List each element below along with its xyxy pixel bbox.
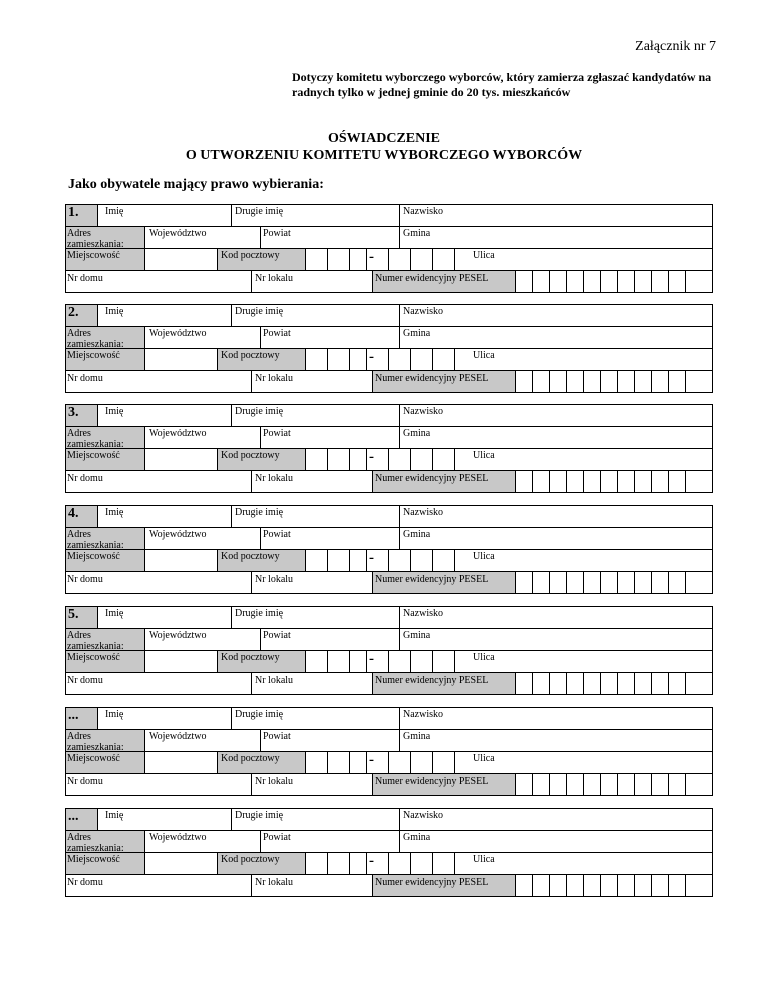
house-number-field[interactable]	[110, 875, 250, 895]
second-name-field[interactable]	[290, 809, 398, 829]
rule-line	[65, 304, 66, 393]
voter-entry	[65, 505, 713, 594]
rule-line	[97, 606, 98, 628]
rule-line	[97, 505, 98, 527]
address-label: Adres zamieszkania:	[67, 328, 124, 350]
second-name-field[interactable]	[290, 607, 398, 627]
rule-line	[372, 370, 373, 393]
first-name-label: Imię	[105, 709, 124, 720]
first-name-field[interactable]	[145, 809, 230, 829]
document-title	[0, 130, 768, 164]
rule-line	[454, 549, 455, 571]
voivodeship-field[interactable]	[215, 427, 259, 447]
rule-line	[260, 830, 261, 852]
first-name-label: Imię	[105, 507, 124, 518]
street-field[interactable]	[505, 550, 710, 570]
pesel-label: Numer ewidencyjny PESEL	[375, 675, 489, 686]
apartment-number-label: Nr lokalu	[255, 776, 294, 787]
first-name-label: Imię	[105, 406, 124, 417]
postal-code-label: Kod pocztowy	[221, 854, 280, 865]
address-label: Adres zamieszkania:	[67, 428, 124, 450]
rule-line	[399, 404, 400, 426]
postal-code-label: Kod pocztowy	[221, 450, 280, 461]
rule-line	[231, 707, 232, 729]
street-label: Ulica	[473, 854, 495, 865]
postal-code-field[interactable]	[306, 853, 454, 873]
house-number-label: Nr domu	[67, 273, 103, 284]
rule-line	[454, 650, 455, 672]
commune-label: Gmina	[403, 832, 431, 843]
entry-number: 2.	[68, 305, 79, 320]
county-field[interactable]	[305, 528, 398, 548]
apartment-number-field[interactable]	[305, 774, 371, 794]
apartment-number-field[interactable]	[305, 271, 371, 291]
house-number-field[interactable]	[110, 471, 250, 491]
rule-line	[97, 304, 98, 326]
pesel-label: Numer ewidencyjny PESEL	[375, 776, 489, 787]
rule-line	[144, 527, 145, 571]
rule-line	[399, 808, 400, 830]
last-name-field[interactable]	[455, 607, 710, 627]
rule-line	[231, 404, 232, 426]
last-name-field[interactable]	[455, 506, 710, 526]
last-name-field[interactable]	[455, 405, 710, 425]
locality-label: Miejscowość	[67, 350, 120, 361]
first-name-field[interactable]	[145, 708, 230, 728]
second-name-field[interactable]	[290, 506, 398, 526]
street-label: Ulica	[473, 551, 495, 562]
pesel-label: Numer ewidencyjny PESEL	[375, 373, 489, 384]
second-name-label: Drugie imię	[235, 608, 284, 619]
postal-code-field[interactable]	[306, 550, 454, 570]
entry-number: 4.	[68, 506, 79, 521]
house-number-label: Nr domu	[67, 473, 103, 484]
postal-code-dash: -	[369, 449, 374, 465]
rule-line	[65, 707, 66, 796]
house-number-label: Nr domu	[67, 373, 103, 384]
pesel-label: Numer ewidencyjny PESEL	[375, 574, 489, 585]
rule-line	[260, 527, 261, 549]
postal-code-field[interactable]	[306, 449, 454, 469]
concerns-note: Dotyczy komitetu wyborczego wyborców, który zamierza zgłaszać kandydatów na radnych tylko w jednej gminie do 20 tys. mieszkańców	[292, 70, 712, 99]
pesel-label: Numer ewidencyjny PESEL	[375, 273, 489, 284]
street-label: Ulica	[473, 652, 495, 663]
pesel-field[interactable]	[516, 774, 711, 794]
pesel-field[interactable]	[516, 875, 711, 895]
apartment-number-label: Nr lokalu	[255, 877, 294, 888]
rule-line	[217, 248, 218, 270]
voter-entry	[65, 707, 713, 796]
rule-line	[399, 304, 400, 326]
rule-line	[399, 729, 400, 751]
street-field[interactable]	[505, 249, 710, 269]
locality-label: Miejscowość	[67, 652, 120, 663]
rule-line	[260, 426, 261, 448]
last-name-label: Nazwisko	[403, 608, 443, 619]
first-name-label: Imię	[105, 206, 124, 217]
voivodeship-field[interactable]	[215, 528, 259, 548]
last-name-field[interactable]	[455, 708, 710, 728]
attachment-number: Załącznik nr 7	[635, 39, 716, 54]
house-number-label: Nr domu	[67, 776, 103, 787]
rule-line	[399, 830, 400, 852]
county-field[interactable]	[305, 427, 398, 447]
rule-line	[65, 204, 66, 293]
postal-code-dash: -	[369, 651, 374, 667]
title-line-1: OŚWIADCZENIE	[327, 131, 441, 146]
county-label: Powiat	[263, 832, 291, 843]
rule-line	[454, 751, 455, 773]
rule-line	[399, 505, 400, 527]
locality-label: Miejscowość	[67, 753, 120, 764]
postal-code-dash: -	[369, 752, 374, 768]
postal-code-label: Kod pocztowy	[221, 753, 280, 764]
county-field[interactable]	[305, 730, 398, 750]
second-name-label: Drugie imię	[235, 406, 284, 417]
house-number-field[interactable]	[110, 774, 250, 794]
last-name-label: Nazwisko	[403, 507, 443, 518]
rule-line	[65, 795, 713, 796]
pesel-label: Numer ewidencyjny PESEL	[375, 473, 489, 484]
last-name-field[interactable]	[455, 305, 710, 325]
voivodeship-field[interactable]	[215, 831, 259, 851]
locality-label: Miejscowość	[67, 450, 120, 461]
voivodeship-label: Województwo	[149, 328, 207, 339]
entry-number: 5.	[68, 607, 79, 622]
first-name-label: Imię	[105, 810, 124, 821]
rule-line	[399, 527, 400, 549]
rule-line	[97, 204, 98, 226]
second-name-field[interactable]	[290, 205, 398, 225]
rule-line	[251, 270, 252, 293]
postal-code-field[interactable]	[306, 249, 454, 269]
house-number-label: Nr domu	[67, 574, 103, 585]
county-label: Powiat	[263, 428, 291, 439]
first-name-field[interactable]	[145, 405, 230, 425]
voivodeship-field[interactable]	[215, 227, 259, 247]
rule-line	[454, 348, 455, 370]
address-label: Adres zamieszkania:	[67, 529, 124, 551]
rule-line	[260, 729, 261, 751]
rule-line	[372, 270, 373, 293]
rule-line	[712, 304, 713, 393]
rule-line	[217, 549, 218, 571]
first-name-field[interactable]	[145, 506, 230, 526]
rule-line	[231, 808, 232, 830]
voter-entry	[65, 808, 713, 897]
pesel-field[interactable]	[516, 673, 711, 693]
voivodeship-label: Województwo	[149, 529, 207, 540]
house-number-field[interactable]	[110, 673, 250, 693]
apartment-number-field[interactable]	[305, 572, 371, 592]
postal-code-dash: -	[369, 249, 374, 265]
commune-label: Gmina	[403, 328, 431, 339]
commune-field[interactable]	[435, 629, 710, 649]
county-label: Powiat	[263, 529, 291, 540]
second-name-label: Drugie imię	[235, 810, 284, 821]
rule-line	[712, 505, 713, 594]
apartment-number-label: Nr lokalu	[255, 574, 294, 585]
second-name-label: Drugie imię	[235, 206, 284, 217]
voivodeship-field[interactable]	[215, 730, 259, 750]
postal-code-label: Kod pocztowy	[221, 551, 280, 562]
rule-line	[144, 426, 145, 470]
rule-line	[231, 606, 232, 628]
house-number-field[interactable]	[110, 572, 250, 592]
second-name-field[interactable]	[290, 405, 398, 425]
commune-field[interactable]	[435, 227, 710, 247]
voter-entry	[65, 204, 713, 293]
voivodeship-field[interactable]	[215, 629, 259, 649]
rule-line	[251, 571, 252, 594]
entry-number: ...	[68, 809, 79, 824]
apartment-number-label: Nr lokalu	[255, 273, 294, 284]
rule-line	[251, 470, 252, 493]
rule-line	[251, 773, 252, 796]
apartment-number-field[interactable]	[305, 875, 371, 895]
rule-line	[65, 694, 713, 695]
rule-line	[712, 404, 713, 493]
voivodeship-label: Województwo	[149, 228, 207, 239]
rule-line	[399, 326, 400, 348]
postal-code-dash: -	[369, 550, 374, 566]
apartment-number-field[interactable]	[305, 673, 371, 693]
rule-line	[231, 505, 232, 527]
address-label: Adres zamieszkania:	[67, 731, 124, 753]
postal-code-label: Kod pocztowy	[221, 652, 280, 663]
first-name-field[interactable]	[145, 305, 230, 325]
rule-line	[217, 448, 218, 470]
first-name-label: Imię	[105, 608, 124, 619]
rule-line	[97, 808, 98, 830]
last-name-label: Nazwisko	[403, 306, 443, 317]
rule-line	[399, 628, 400, 650]
rule-line	[217, 751, 218, 773]
rule-line	[372, 571, 373, 594]
rule-line	[712, 204, 713, 293]
rule-line	[65, 808, 66, 897]
commune-label: Gmina	[403, 228, 431, 239]
street-field[interactable]	[505, 449, 710, 469]
commune-field[interactable]	[435, 730, 710, 750]
pesel-field[interactable]	[516, 371, 711, 391]
commune-field[interactable]	[435, 427, 710, 447]
street-field[interactable]	[505, 349, 710, 369]
rule-line	[65, 292, 713, 293]
rule-line	[217, 348, 218, 370]
rule-line	[454, 448, 455, 470]
street-label: Ulica	[473, 450, 495, 461]
rule-line	[65, 505, 66, 594]
rule-line	[251, 370, 252, 393]
commune-label: Gmina	[403, 731, 431, 742]
rule-line	[231, 304, 232, 326]
rule-line	[97, 707, 98, 729]
voivodeship-label: Województwo	[149, 832, 207, 843]
rule-line	[712, 606, 713, 695]
second-name-label: Drugie imię	[235, 306, 284, 317]
county-field[interactable]	[305, 831, 398, 851]
commune-field[interactable]	[435, 327, 710, 347]
commune-field[interactable]	[435, 831, 710, 851]
county-field[interactable]	[305, 327, 398, 347]
pesel-label: Numer ewidencyjny PESEL	[375, 877, 489, 888]
rule-line	[97, 404, 98, 426]
postal-code-label: Kod pocztowy	[221, 250, 280, 261]
rule-line	[399, 606, 400, 628]
rule-line	[144, 830, 145, 874]
rule-line	[251, 874, 252, 897]
first-name-field[interactable]	[145, 607, 230, 627]
last-name-label: Nazwisko	[403, 810, 443, 821]
rule-line	[454, 248, 455, 270]
second-name-field[interactable]	[290, 708, 398, 728]
house-number-field[interactable]	[110, 371, 250, 391]
last-name-label: Nazwisko	[403, 406, 443, 417]
street-field[interactable]	[505, 853, 710, 873]
rule-line	[65, 492, 713, 493]
second-name-label: Drugie imię	[235, 709, 284, 720]
rule-line	[144, 729, 145, 773]
apartment-number-label: Nr lokalu	[255, 373, 294, 384]
rule-line	[144, 628, 145, 672]
rule-line	[144, 226, 145, 270]
voivodeship-label: Województwo	[149, 428, 207, 439]
locality-label: Miejscowość	[67, 854, 120, 865]
first-name-field[interactable]	[145, 205, 230, 225]
entry-number: ...	[68, 708, 79, 723]
street-label: Ulica	[473, 753, 495, 764]
postal-code-dash: -	[369, 349, 374, 365]
postal-code-label: Kod pocztowy	[221, 350, 280, 361]
rule-line	[372, 773, 373, 796]
entry-number: 1.	[68, 205, 79, 220]
last-name-field[interactable]	[455, 809, 710, 829]
commune-label: Gmina	[403, 529, 431, 540]
county-field[interactable]	[305, 629, 398, 649]
county-label: Powiat	[263, 228, 291, 239]
house-number-field[interactable]	[110, 271, 250, 291]
voivodeship-field[interactable]	[215, 327, 259, 347]
apartment-number-label: Nr lokalu	[255, 675, 294, 686]
rule-line	[65, 606, 66, 695]
rule-line	[399, 707, 400, 729]
pesel-field[interactable]	[516, 572, 711, 592]
second-name-label: Drugie imię	[235, 507, 284, 518]
second-name-field[interactable]	[290, 305, 398, 325]
last-name-label: Nazwisko	[403, 709, 443, 720]
street-label: Ulica	[473, 350, 495, 361]
address-label: Adres zamieszkania:	[67, 832, 124, 854]
rule-line	[372, 874, 373, 897]
rule-line	[65, 896, 713, 897]
locality-label: Miejscowość	[67, 551, 120, 562]
rule-line	[217, 852, 218, 874]
rule-line	[372, 470, 373, 493]
rule-line	[65, 593, 713, 594]
voter-entry	[65, 304, 713, 393]
county-label: Powiat	[263, 731, 291, 742]
rule-line	[260, 226, 261, 248]
rule-line	[712, 808, 713, 897]
rule-line	[454, 852, 455, 874]
rule-line	[260, 326, 261, 348]
street-label: Ulica	[473, 250, 495, 261]
county-field[interactable]	[305, 227, 398, 247]
rule-line	[231, 204, 232, 226]
locality-label: Miejscowość	[67, 250, 120, 261]
intro-text: Jako obywatele mający prawo wybierania:	[68, 177, 324, 192]
rule-line	[65, 392, 713, 393]
street-field[interactable]	[505, 651, 710, 671]
county-label: Powiat	[263, 328, 291, 339]
commune-label: Gmina	[403, 630, 431, 641]
first-name-label: Imię	[105, 306, 124, 317]
voter-entry	[65, 404, 713, 493]
last-name-field[interactable]	[455, 205, 710, 225]
rule-line	[144, 326, 145, 370]
postal-code-field[interactable]	[306, 752, 454, 772]
voivodeship-label: Województwo	[149, 731, 207, 742]
rule-line	[260, 628, 261, 650]
pesel-field[interactable]	[516, 471, 711, 491]
voivodeship-label: Województwo	[149, 630, 207, 641]
title-line-2: O UTWORZENIU KOMITETU WYBORCZEGO WYBORCÓW	[185, 148, 583, 163]
house-number-label: Nr domu	[67, 675, 103, 686]
rule-line	[712, 707, 713, 796]
postal-code-dash: -	[369, 853, 374, 869]
rule-line	[372, 672, 373, 695]
address-label: Adres zamieszkania:	[67, 228, 124, 250]
apartment-number-field[interactable]	[305, 371, 371, 391]
postal-code-field[interactable]	[306, 349, 454, 369]
commune-label: Gmina	[403, 428, 431, 439]
rule-line	[399, 426, 400, 448]
rule-line	[399, 204, 400, 226]
rule-line	[217, 650, 218, 672]
commune-field[interactable]	[435, 528, 710, 548]
street-field[interactable]	[505, 752, 710, 772]
rule-line	[251, 672, 252, 695]
county-label: Powiat	[263, 630, 291, 641]
entry-number: 3.	[68, 405, 79, 420]
rule-line	[65, 404, 66, 493]
apartment-number-field[interactable]	[305, 471, 371, 491]
voter-entry	[65, 606, 713, 695]
house-number-label: Nr domu	[67, 877, 103, 888]
rule-line	[399, 226, 400, 248]
address-label: Adres zamieszkania:	[67, 630, 124, 652]
apartment-number-label: Nr lokalu	[255, 473, 294, 484]
pesel-field[interactable]	[516, 271, 711, 291]
last-name-label: Nazwisko	[403, 206, 443, 217]
postal-code-field[interactable]	[306, 651, 454, 671]
